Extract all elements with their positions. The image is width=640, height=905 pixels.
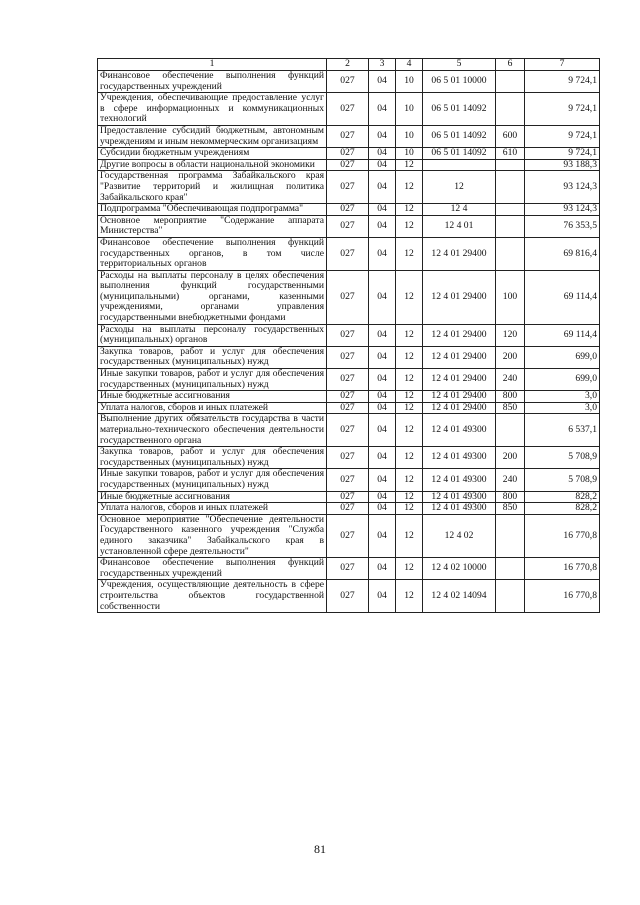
- target-article-code: 12 4 02: [423, 514, 496, 557]
- expense-name: Финансовое обеспечение выполнения функций государственных учреждений: [98, 71, 327, 93]
- table-row: [98, 93, 600, 126]
- expense-name: Государственная программа Забайкальского края "Развитие территорий и жилищная политика Забайкальского края": [98, 171, 327, 204]
- ministry-code: 027: [327, 215, 369, 237]
- section-code: 04: [369, 125, 396, 147]
- ministry-code: 027: [327, 148, 369, 160]
- table-row: [98, 391, 600, 403]
- ministry-code: 027: [327, 171, 369, 204]
- table-row: [98, 324, 600, 346]
- section-code: 04: [369, 491, 396, 503]
- ministry-code: 027: [327, 204, 369, 216]
- expense-type-code: 610: [496, 148, 525, 160]
- expense-type-code: 240: [496, 469, 525, 491]
- column-header: 6: [496, 59, 525, 71]
- subsection-code: 12: [396, 469, 423, 491]
- expense-name: Финансовое обеспечение выполнения функций государственных органов, в том числе территориальных органов: [98, 237, 327, 270]
- expense-name: Иные бюджетные ассигнования: [98, 391, 327, 403]
- subsection-code: 12: [396, 346, 423, 368]
- column-header: 4: [396, 59, 423, 71]
- target-article-code: 12 4 02 14094: [423, 580, 496, 613]
- target-article-code: 12 4 01 29400: [423, 346, 496, 368]
- expense-type-code: 100: [496, 270, 525, 324]
- expense-type-code: 850: [496, 402, 525, 414]
- target-article-code: 06 5 01 14092: [423, 148, 496, 160]
- expense-type-code: 600: [496, 125, 525, 147]
- amount: 69 114,4: [525, 324, 600, 346]
- expense-name: Иные закупки товаров, работ и услуг для обеспечения государственных (муниципальных) нужд: [98, 469, 327, 491]
- subsection-code: 12: [396, 558, 423, 580]
- target-article-code: 12 4 01 29400: [423, 270, 496, 324]
- ministry-code: 027: [327, 447, 369, 469]
- amount: 9 724,1: [525, 148, 600, 160]
- amount: 93 188,3: [525, 159, 600, 171]
- expense-type-code: [496, 558, 525, 580]
- section-code: 04: [369, 270, 396, 324]
- subsection-code: 10: [396, 148, 423, 160]
- budget-table: [97, 58, 600, 613]
- subsection-code: 12: [396, 171, 423, 204]
- expense-name: Подпрограмма "Обеспечивающая подпрограмма": [98, 204, 327, 216]
- expense-type-code: [496, 237, 525, 270]
- expense-name: Уплата налогов, сборов и иных платежей: [98, 503, 327, 515]
- amount: 5 708,9: [525, 469, 600, 491]
- subsection-code: 12: [396, 237, 423, 270]
- subsection-code: 10: [396, 71, 423, 93]
- table-row: [98, 580, 600, 613]
- section-code: 04: [369, 324, 396, 346]
- target-article-code: 12 4 01 49300: [423, 469, 496, 491]
- section-code: 04: [369, 159, 396, 171]
- ministry-code: 027: [327, 414, 369, 447]
- expense-name: Учреждения, осуществляющие деятельность в сфере строительства объектов государственной собственности: [98, 580, 327, 613]
- expense-name: Другие вопросы в области национальной экономики: [98, 159, 327, 171]
- section-code: 04: [369, 558, 396, 580]
- expense-type-code: 120: [496, 324, 525, 346]
- expense-type-code: 800: [496, 391, 525, 403]
- target-article-code: 12 4 01 29400: [423, 369, 496, 391]
- table-row: [98, 148, 600, 160]
- subsection-code: 10: [396, 93, 423, 126]
- ministry-code: 027: [327, 558, 369, 580]
- amount: 69 816,4: [525, 237, 600, 270]
- section-code: 04: [369, 346, 396, 368]
- expense-type-code: 200: [496, 447, 525, 469]
- subsection-code: 12: [396, 447, 423, 469]
- subsection-code: 12: [396, 402, 423, 414]
- amount: 3,0: [525, 391, 600, 403]
- expense-type-code: 850: [496, 503, 525, 515]
- expense-name: Закупка товаров, работ и услуг для обеспечения государственных (муниципальных) нужд: [98, 447, 327, 469]
- ministry-code: 027: [327, 346, 369, 368]
- ministry-code: 027: [327, 402, 369, 414]
- ministry-code: 027: [327, 125, 369, 147]
- subsection-code: 12: [396, 514, 423, 557]
- table-row: [98, 71, 600, 93]
- section-code: 04: [369, 93, 396, 126]
- expense-name: Выполнение других обязательств государства в части материально-технического обеспечения деятельности государственного органа: [98, 414, 327, 447]
- expense-type-code: [496, 580, 525, 613]
- table-row: [98, 237, 600, 270]
- section-code: 04: [369, 514, 396, 557]
- section-code: 04: [369, 391, 396, 403]
- target-article-code: 12 4 02 10000: [423, 558, 496, 580]
- section-code: 04: [369, 215, 396, 237]
- ministry-code: 027: [327, 514, 369, 557]
- target-article-code: 06 5 01 14092: [423, 93, 496, 126]
- target-article-code: 12 4 01 49300: [423, 447, 496, 469]
- amount: 16 770,8: [525, 514, 600, 557]
- expense-name: Основное мероприятие "Содержание аппарата Министерства": [98, 215, 327, 237]
- expense-name: Субсидии бюджетным учреждениям: [98, 148, 327, 160]
- target-article-code: 12: [423, 171, 496, 204]
- expense-name: Основное мероприятие "Обеспечение деятельности Государственного казенного учреждения "Служба единого заказчика" Забайкальского края в установленной сфере деятельности": [98, 514, 327, 557]
- expense-name: Предоставление субсидий бюджетным, автономным учреждениям и иным некоммерческим организациям: [98, 125, 327, 147]
- subsection-code: 12: [396, 391, 423, 403]
- table-row: [98, 469, 600, 491]
- target-article-code: 12 4 01 49300: [423, 491, 496, 503]
- amount: 6 537,1: [525, 414, 600, 447]
- section-code: 04: [369, 237, 396, 270]
- expense-name: Расходы на выплаты персоналу государственных (муниципальных) органов: [98, 324, 327, 346]
- table-row: [98, 514, 600, 557]
- amount: 828,2: [525, 491, 600, 503]
- target-article-code: 12 4 01: [423, 215, 496, 237]
- target-article-code: 06 5 01 10000: [423, 71, 496, 93]
- expense-type-code: 800: [496, 491, 525, 503]
- ministry-code: 027: [327, 391, 369, 403]
- amount: 69 114,4: [525, 270, 600, 324]
- table-row: [98, 503, 600, 515]
- target-article-code: [423, 159, 496, 171]
- ministry-code: 027: [327, 503, 369, 515]
- ministry-code: 027: [327, 469, 369, 491]
- table-row: [98, 346, 600, 368]
- target-article-code: 12 4 01 29400: [423, 391, 496, 403]
- amount: 9 724,1: [525, 93, 600, 126]
- subsection-code: 12: [396, 324, 423, 346]
- table-row: [98, 215, 600, 237]
- table-row: [98, 204, 600, 216]
- expense-type-code: [496, 414, 525, 447]
- expense-type-code: [496, 215, 525, 237]
- expense-name: Иные бюджетные ассигнования: [98, 491, 327, 503]
- expense-name: Иные закупки товаров, работ и услуг для обеспечения государственных (муниципальных) нужд: [98, 369, 327, 391]
- amount: 76 353,5: [525, 215, 600, 237]
- target-article-code: 12 4 01 49300: [423, 503, 496, 515]
- ministry-code: 027: [327, 270, 369, 324]
- ministry-code: 027: [327, 71, 369, 93]
- amount: 5 708,9: [525, 447, 600, 469]
- subsection-code: 10: [396, 125, 423, 147]
- expense-type-code: [496, 171, 525, 204]
- amount: 9 724,1: [525, 125, 600, 147]
- subsection-code: 12: [396, 369, 423, 391]
- column-header: 3: [369, 59, 396, 71]
- subsection-code: 12: [396, 503, 423, 515]
- subsection-code: 12: [396, 414, 423, 447]
- expense-type-code: [496, 159, 525, 171]
- expense-type-code: [496, 71, 525, 93]
- table-row: [98, 558, 600, 580]
- amount: 16 770,8: [525, 558, 600, 580]
- section-code: 04: [369, 580, 396, 613]
- amount: 93 124,3: [525, 171, 600, 204]
- target-article-code: 12 4: [423, 204, 496, 216]
- section-code: 04: [369, 171, 396, 204]
- header-row: [98, 59, 600, 71]
- column-header: 5: [423, 59, 496, 71]
- ministry-code: 027: [327, 324, 369, 346]
- table-row: [98, 491, 600, 503]
- section-code: 04: [369, 71, 396, 93]
- section-code: 04: [369, 402, 396, 414]
- amount: 3,0: [525, 402, 600, 414]
- section-code: 04: [369, 469, 396, 491]
- section-code: 04: [369, 204, 396, 216]
- table-row: [98, 270, 600, 324]
- amount: 16 770,8: [525, 580, 600, 613]
- target-article-code: 12 4 01 49300: [423, 414, 496, 447]
- page-number: 81: [314, 842, 326, 856]
- expense-type-code: [496, 514, 525, 557]
- expense-type-code: [496, 93, 525, 126]
- subsection-code: 12: [396, 580, 423, 613]
- section-code: 04: [369, 414, 396, 447]
- amount: 9 724,1: [525, 71, 600, 93]
- section-code: 04: [369, 148, 396, 160]
- amount: 828,2: [525, 503, 600, 515]
- ministry-code: 027: [327, 237, 369, 270]
- target-article-code: 06 5 01 14092: [423, 125, 496, 147]
- ministry-code: 027: [327, 159, 369, 171]
- column-header: 7: [525, 59, 600, 71]
- subsection-code: 12: [396, 159, 423, 171]
- table-row: [98, 171, 600, 204]
- subsection-code: 12: [396, 215, 423, 237]
- column-header: 2: [327, 59, 369, 71]
- expense-name: Расходы на выплаты персоналу в целях обеспечения выполнения функций государственными (муниципальными) органами, казенными учреждениями, органами управления государственными внебюджетными фондами: [98, 270, 327, 324]
- ministry-code: 027: [327, 93, 369, 126]
- table-row: [98, 402, 600, 414]
- ministry-code: 027: [327, 491, 369, 503]
- amount: 699,0: [525, 346, 600, 368]
- table-row: [98, 414, 600, 447]
- expense-name: Уплата налогов, сборов и иных платежей: [98, 402, 327, 414]
- expense-name: Финансовое обеспечение выполнения функций государственных учреждений: [98, 558, 327, 580]
- target-article-code: 12 4 01 29400: [423, 324, 496, 346]
- ministry-code: 027: [327, 369, 369, 391]
- amount: 699,0: [525, 369, 600, 391]
- expense-name: Учреждения, обеспечивающие предоставление услуг в сфере информационных и коммуникационных технологий: [98, 93, 327, 126]
- target-article-code: 12 4 01 29400: [423, 237, 496, 270]
- section-code: 04: [369, 503, 396, 515]
- amount: 93 124,3: [525, 204, 600, 216]
- table-row: [98, 369, 600, 391]
- subsection-code: 12: [396, 491, 423, 503]
- expense-type-code: 200: [496, 346, 525, 368]
- expense-type-code: [496, 204, 525, 216]
- table-row: [98, 159, 600, 171]
- section-code: 04: [369, 369, 396, 391]
- table-row: [98, 125, 600, 147]
- expense-name: Закупка товаров, работ и услуг для обеспечения государственных (муниципальных) нужд: [98, 346, 327, 368]
- column-header: 1: [98, 59, 327, 71]
- subsection-code: 12: [396, 204, 423, 216]
- expense-type-code: 240: [496, 369, 525, 391]
- table-row: [98, 447, 600, 469]
- subsection-code: 12: [396, 270, 423, 324]
- section-code: 04: [369, 447, 396, 469]
- ministry-code: 027: [327, 580, 369, 613]
- target-article-code: 12 4 01 29400: [423, 402, 496, 414]
